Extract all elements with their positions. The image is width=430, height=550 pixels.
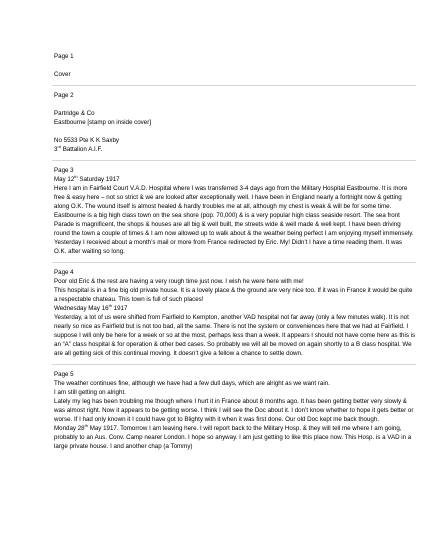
page-5-heading: Page 5 — [54, 371, 74, 378]
page-2-battalion — [54, 145, 416, 154]
page-2-section — [54, 91, 416, 154]
page-4-date — [54, 304, 416, 313]
page-3-section — [54, 166, 416, 256]
page-2-soldier-number: No 5533 Pte K K Saxby — [54, 137, 120, 144]
page-3-paragraph: Eastbourne is a big high class town on the sea shore (pop. 70,000) & is a very popular high class seaside resort. The sea front Parade is magnificent, the shops & houses are all big & well built, the streets wide & well made & well kept. I have been driving round the town a couple of times & I am now allowed up to walk about & the weather being perfect I am enjoying myself immensely. — [54, 212, 414, 237]
page-5-paragraph: The weather continues fine, although we have had a few dull days, which are alright as we want rain. — [54, 380, 330, 387]
page-1-heading: Page 1 — [54, 53, 74, 60]
page-3-paragraph: Here I am in Fairfield Court V.A.D. Hospital where I was transferred 3-4 days ago from the Military Hospital Eastbourne. It is more free & easy here – not so strict & we are looked after exceptionally well. I have been in England nearly a fortnight now & getting along O.K. The wound itself is almost healed & hardly troubles me at all, although my chest is weak & will be for some time. — [54, 185, 408, 210]
page-5-date-paragraph — [54, 424, 416, 451]
date-text: 1917 — [111, 305, 128, 312]
page-1-section — [54, 52, 416, 79]
page-2-heading: Page 2 — [54, 92, 74, 99]
page-1-text: Cover — [54, 71, 71, 78]
page-3-date — [54, 175, 416, 184]
page-4-section — [54, 268, 416, 358]
battalion-number: 3 — [54, 146, 58, 153]
page-4-paragraph: This hospital is in a fine big old private house. It is a lovely place & the ground are very nice too. If it was in France it would be quite a respectable chateau. This town is full of such places! — [54, 287, 413, 303]
date-suffix: th — [84, 423, 88, 428]
page-3-paragraph: Yesterday I received about a month’s mail or more from France redirected by Eric. My! Didn’t I have a time reading them. It was O.K. after waiting so long. — [54, 239, 403, 255]
battalion-name: Battalion A.I.F. — [61, 146, 103, 153]
section-divider — [52, 85, 416, 86]
date-text: Saturday 1917 — [77, 176, 120, 183]
battalion-suffix: rd — [57, 144, 62, 149]
page-4-paragraph: Poor old Eric & the rest are having a very rough time just now. I wish he were here with me! — [54, 278, 304, 285]
date-text: May 12 — [54, 176, 75, 183]
page-2-location: Eastbourne [stamp on inside cover] — [54, 119, 151, 126]
date-paragraph-text: May 1917. Tomorrow I am leaving here. I will report back to the Military Hosp. & they will tell me where I am going, probably to an Aus. Conv. Camp nearer London. I hope so anyway. I am just getting to like this place now. This Hosp. is a VAD in a large private house. I and another chap (a Tommy) — [54, 425, 412, 450]
date-suffix: th — [108, 303, 112, 308]
section-divider — [52, 364, 416, 365]
section-divider — [52, 160, 416, 161]
page-5-section — [54, 370, 416, 451]
page-4-paragraph: Yesterday, a lot of us were shifted from Fairfield to Kempton, another VAD hospital not far away (only a few minutes walk). It is not nearly so nice as Fairfield but is not too bad, all the same. There is not the system or conveniences here that we had at Fairfield. I suppose I will only be here for a week or so at the most, perhaps less than a week. It appears I should not have come here as this is an “A” class hospital & for operation & other bed cases. So probably we will all be moved on again shortly to a B class hospital. We are all getting sick of this continual moving. It doesn’t give a fellow a chance to settle down. — [54, 314, 416, 357]
page-4-heading: Page 4 — [54, 269, 74, 276]
section-divider — [52, 262, 416, 263]
date-suffix: th — [74, 174, 78, 179]
date-text: Wednesday May 16 — [54, 305, 109, 312]
date-text: Monday 28 — [54, 425, 85, 432]
page-5-paragraph: Lately my leg has been troubling me though where I hurt it in France about 8 months ago. It has been getting better very slowly & was almost right. Now it appears to be getting worse. I think I will see the Doc about it. I don’t know whether to hope it gets better or worse. If I had only known it I could have got to Blighty with it when it was first done. Our old Doc kept me back though. — [54, 398, 414, 423]
page-3-heading: Page 3 — [54, 167, 74, 174]
page-2-publisher: Partridge & Co — [54, 110, 95, 117]
page-5-paragraph: I am still getting on alright. — [54, 389, 126, 396]
